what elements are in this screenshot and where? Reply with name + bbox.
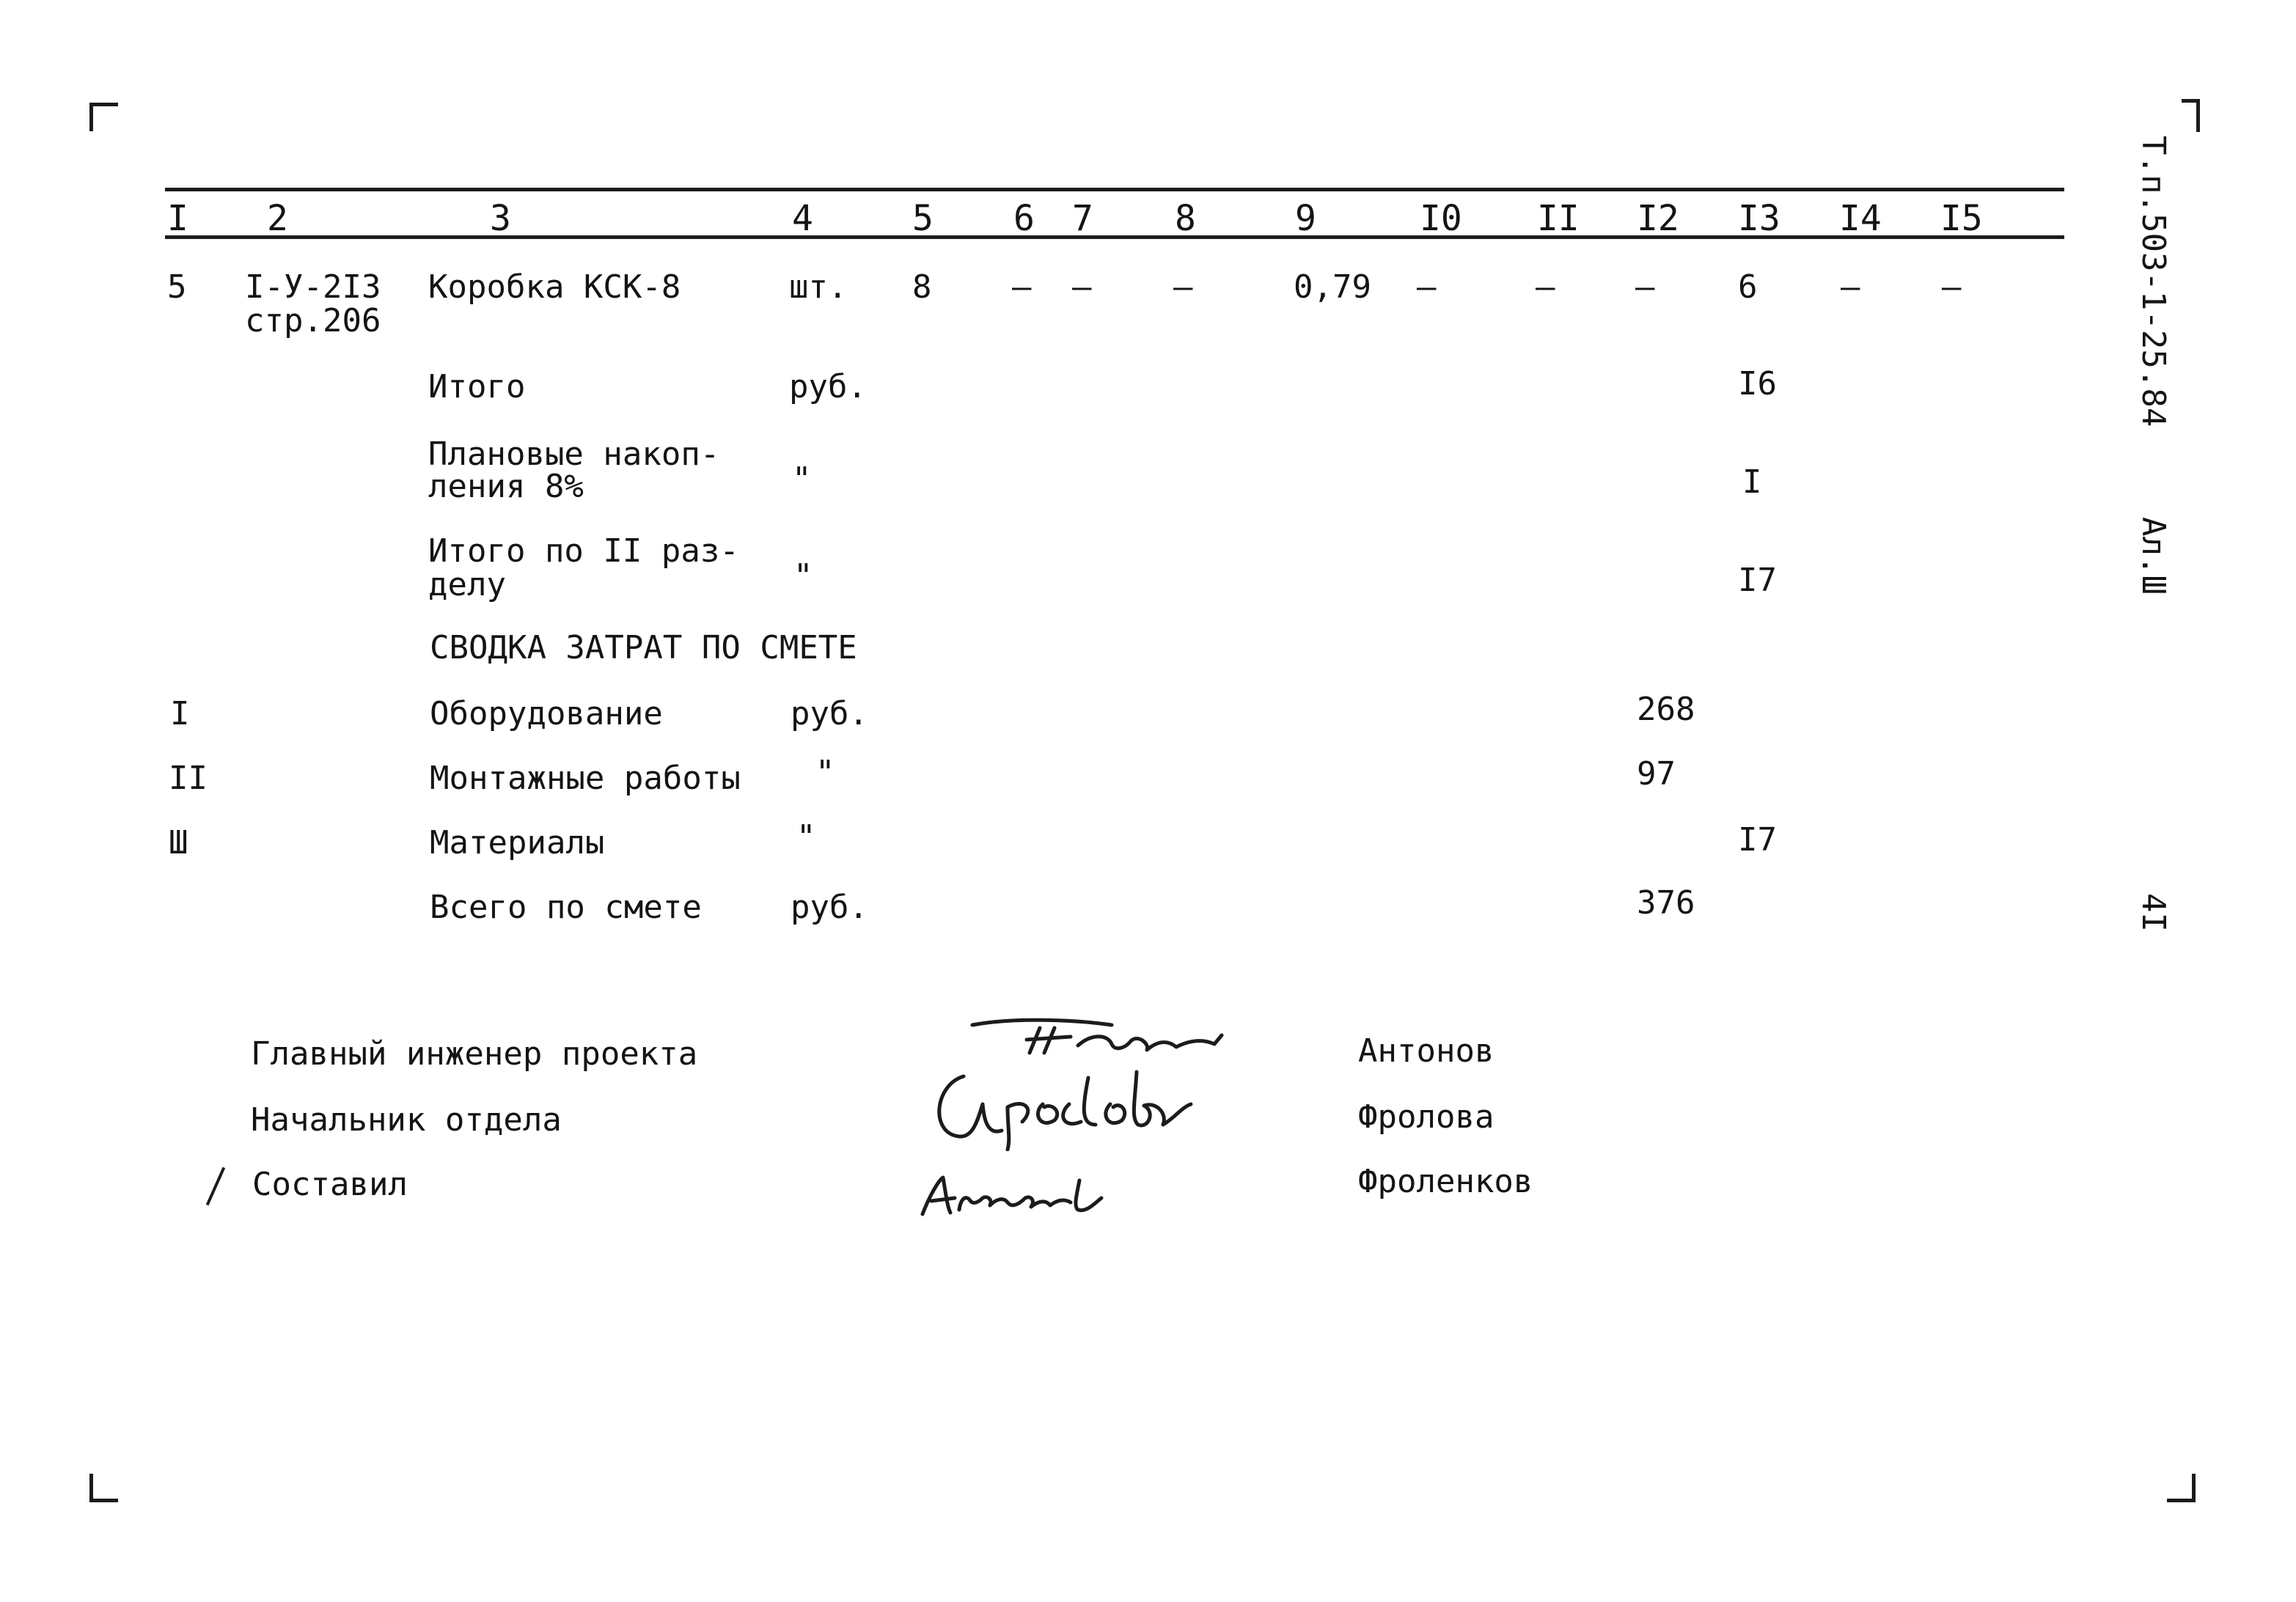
handwritten-signature-1 bbox=[968, 1012, 1247, 1070]
column-number: I3 bbox=[1738, 198, 1780, 239]
summary-row-label: Оборудование bbox=[430, 695, 663, 732]
section-total-label-line2: делу bbox=[428, 566, 506, 603]
summary-row-label: Материалы bbox=[430, 824, 605, 861]
column-number: I2 bbox=[1637, 198, 1679, 239]
summary-heading: СВОДКА ЗАТРАТ ПО СМЕТЕ bbox=[430, 629, 857, 666]
column-number: II bbox=[1537, 198, 1580, 239]
planned-savings-label-line2: ления 8% bbox=[428, 468, 584, 505]
corner-mark-bottom-left bbox=[89, 1474, 118, 1502]
column-number: 7 bbox=[1072, 198, 1093, 239]
column-number: I0 bbox=[1420, 198, 1462, 239]
summary-row-number: Ш bbox=[169, 824, 188, 861]
table-top-rule bbox=[165, 188, 2064, 191]
item-name: Коробка КСК-8 bbox=[428, 268, 681, 306]
column-number: 2 bbox=[267, 198, 288, 239]
summary-row-value: 97 bbox=[1637, 755, 1676, 793]
corner-mark-top-right bbox=[2182, 99, 2200, 132]
signature-name: Фролова bbox=[1358, 1098, 1494, 1136]
signature-role: Начальник отдела bbox=[251, 1101, 562, 1139]
handwritten-signature-3 bbox=[917, 1166, 1137, 1224]
item-col12: – bbox=[1635, 268, 1655, 306]
summary-row-label: Всего по смете bbox=[430, 889, 702, 926]
slash-mark bbox=[206, 1167, 225, 1206]
summary-row-unit: " bbox=[796, 818, 816, 856]
side-document-code: Т.п.503-1-25.84 bbox=[2135, 136, 2172, 427]
corner-mark-bottom-right bbox=[2167, 1474, 2196, 1502]
item-col8: – bbox=[1173, 268, 1193, 306]
summary-row-value: 376 bbox=[1637, 884, 1695, 922]
planned-savings-label-line1: Плановые накоп- bbox=[428, 436, 720, 473]
item-col11: – bbox=[1536, 268, 1555, 306]
signature-name: Фроленков bbox=[1358, 1163, 1533, 1200]
subtotal-label: Итого bbox=[428, 368, 526, 405]
summary-row-value: I7 bbox=[1738, 821, 1777, 859]
price-reference-code: I-У-2I3 bbox=[245, 268, 381, 306]
column-number: I bbox=[167, 198, 188, 239]
section-total-label-line1: Итого по II раз- bbox=[428, 532, 739, 570]
item-col7: – bbox=[1072, 268, 1092, 306]
column-number: 8 bbox=[1175, 198, 1196, 239]
summary-row-label: Монтажные работы bbox=[430, 760, 741, 797]
section-total-value: I7 bbox=[1738, 562, 1777, 599]
signature-name: Антонов bbox=[1358, 1032, 1494, 1070]
summary-row-unit: " bbox=[815, 754, 835, 791]
item-col9: 0,79 bbox=[1294, 268, 1371, 306]
summary-row-unit: руб. bbox=[791, 889, 868, 926]
item-col10: – bbox=[1417, 268, 1437, 306]
signature-role: Составил bbox=[252, 1166, 408, 1203]
row-number: 5 bbox=[167, 268, 187, 306]
summary-row-unit: руб. bbox=[791, 695, 868, 732]
item-col13: 6 bbox=[1738, 268, 1758, 306]
column-number: 4 bbox=[792, 198, 813, 239]
column-number: 6 bbox=[1013, 198, 1035, 239]
corner-mark-top-left bbox=[89, 103, 118, 131]
column-number: I5 bbox=[1940, 198, 1983, 239]
column-number: 9 bbox=[1295, 198, 1316, 239]
signature-role: Главный инженер проекта bbox=[251, 1035, 698, 1073]
summary-row-number: I bbox=[170, 695, 190, 732]
subtotal-unit: руб. bbox=[789, 368, 867, 405]
side-album-label: Ал.Ш bbox=[2135, 517, 2172, 595]
item-col6: – bbox=[1012, 268, 1032, 306]
column-number: 5 bbox=[912, 198, 934, 239]
column-number: I4 bbox=[1839, 198, 1882, 239]
summary-row-number: II bbox=[169, 760, 208, 797]
summary-row-value: 268 bbox=[1637, 691, 1695, 728]
price-reference-page: стр.206 bbox=[245, 302, 381, 339]
section-total-unit: " bbox=[793, 557, 813, 595]
item-col15: – bbox=[1942, 268, 1962, 306]
side-page-number: 4I bbox=[2135, 893, 2172, 932]
handwritten-signature-2 bbox=[925, 1063, 1248, 1151]
planned-savings-value: I bbox=[1742, 463, 1762, 501]
item-unit: шт. bbox=[789, 268, 848, 306]
column-number: 3 bbox=[490, 198, 511, 239]
subtotal-value: I6 bbox=[1738, 365, 1777, 403]
planned-savings-unit: " bbox=[792, 460, 812, 498]
item-quantity: 8 bbox=[912, 268, 932, 306]
item-col14: – bbox=[1841, 268, 1860, 306]
